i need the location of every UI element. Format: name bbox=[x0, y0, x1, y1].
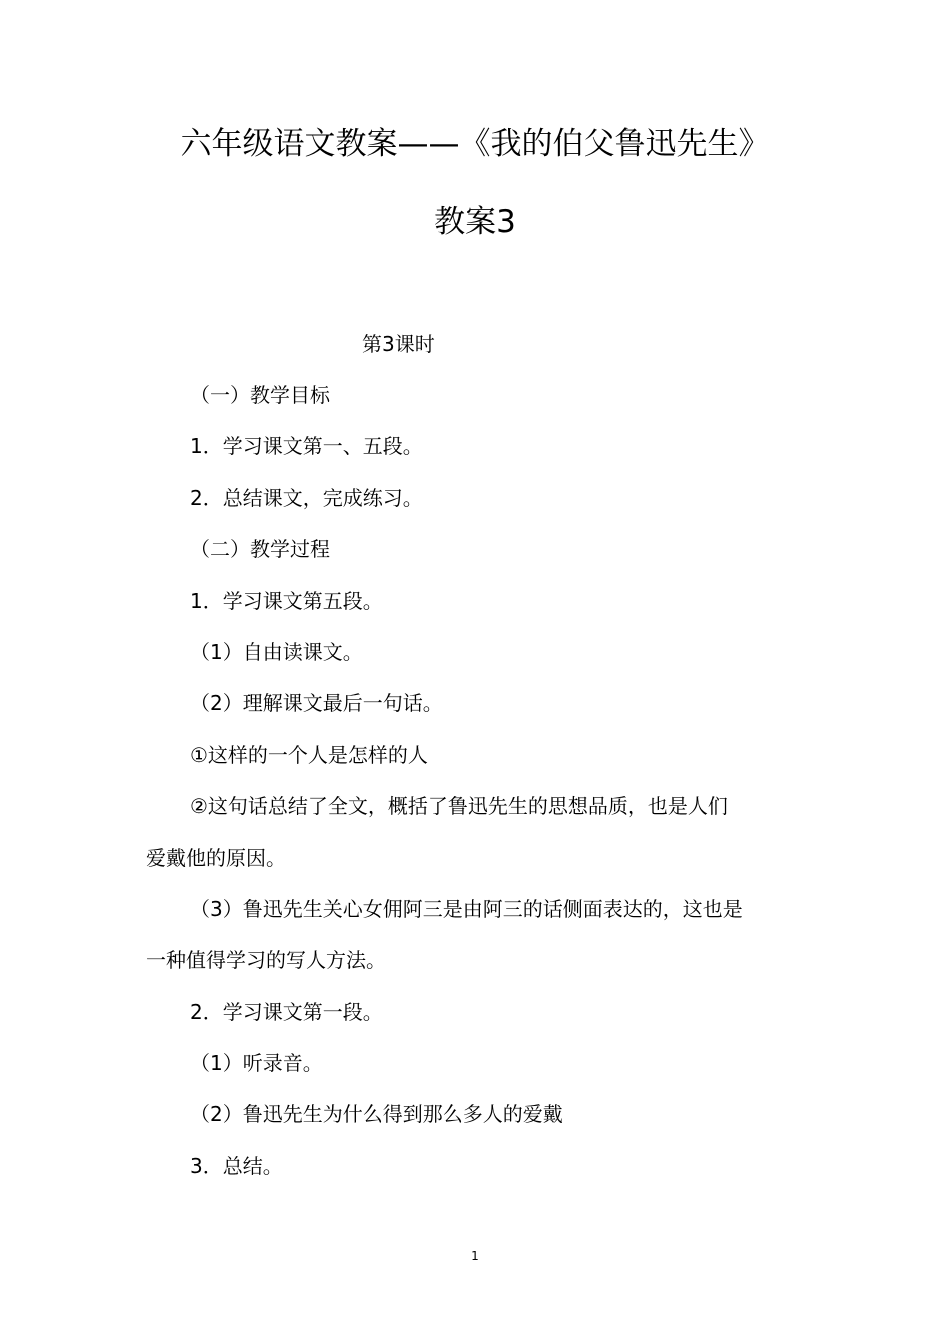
paragraph: （3）鲁迅先生关心女佣阿三是由阿三的话侧面表达的，这也是 bbox=[190, 897, 743, 921]
lesson-label: 第3课时 bbox=[362, 332, 435, 356]
paragraph: ②这句话总结了全文，概括了鲁迅先生的思想品质，也是人们 bbox=[190, 794, 728, 818]
section-heading: （二）教学过程 bbox=[190, 537, 330, 561]
paragraph: （2）理解课文最后一句话。 bbox=[190, 691, 443, 715]
paragraph: 1．学习课文第五段。 bbox=[190, 589, 383, 613]
paragraph-continuation: 爱戴他的原因。 bbox=[146, 846, 286, 870]
paragraph-continuation: 一种值得学习的写人方法。 bbox=[146, 948, 386, 972]
paragraph: （1）听录音。 bbox=[190, 1051, 323, 1075]
paragraph: ①这样的一个人是怎样的人 bbox=[190, 743, 428, 767]
page-number: 1 bbox=[471, 1249, 479, 1263]
document-title-line2: 教案3 bbox=[434, 204, 516, 240]
document-title-line1: 六年级语文教案——《我的伯父鲁迅先生》 bbox=[180, 126, 770, 162]
paragraph: 2．总结课文，完成练习。 bbox=[190, 486, 423, 510]
paragraph: （2）鲁迅先生为什么得到那么多人的爱戴 bbox=[190, 1102, 563, 1126]
paragraph: 2．学习课文第一段。 bbox=[190, 1000, 383, 1024]
section-heading: （一）教学目标 bbox=[190, 383, 330, 407]
paragraph: 3．总结。 bbox=[190, 1154, 283, 1178]
paragraph: （1）自由读课文。 bbox=[190, 640, 363, 664]
paragraph: 1．学习课文第一、五段。 bbox=[190, 434, 423, 458]
